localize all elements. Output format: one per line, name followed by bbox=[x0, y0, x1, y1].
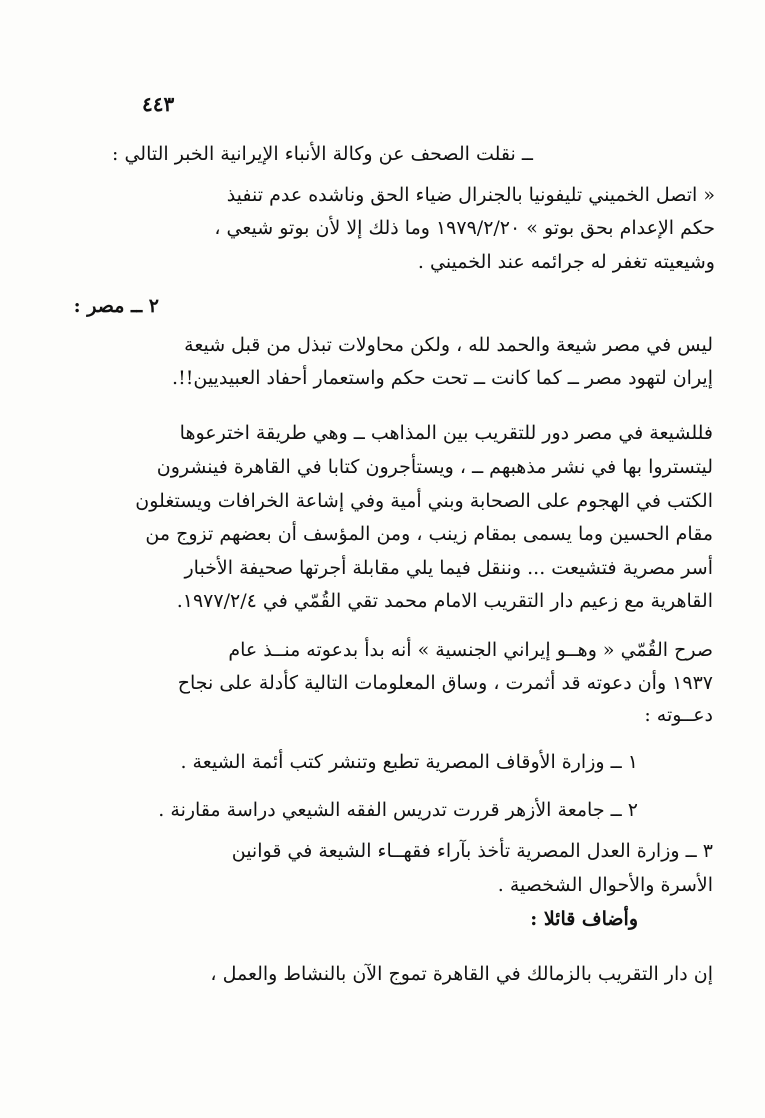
text-line: حكم الإعدام بحق بوتو » ١٩٧٩/٢/٢٠ وما ذلك إلا لأن بوتو شيعي ، bbox=[214, 217, 715, 239]
text-line: وشيعيته تغفر له جرائمه عند الخميني . bbox=[417, 251, 715, 273]
text-line: صرح القُمّي « وهــو إيراني الجنسية » أنه بدأ بدعوته منــذ عام bbox=[228, 639, 713, 661]
text-line: ١٩٣٧ وأن دعوته قد أثمرت ، وساق المعلومات التالية كأدلة على نجاح bbox=[177, 672, 713, 694]
text-line: أسر مصرية فتشيعت ... وننقل فيما يلي مقابلة أجرتها صحيفة الأخبار bbox=[184, 557, 713, 579]
text-line: مقام الحسين وما يسمى بمقام زينب ، ومن المؤسف أن بعضهم تزوج من bbox=[145, 523, 713, 545]
text-line: الأسرة والأحوال الشخصية . bbox=[497, 874, 713, 896]
text-line: ــ نقلت الصحف عن وكالة الأنباء الإيرانية الخبر التالي : bbox=[112, 143, 533, 165]
text-line: ليس في مصر شيعة والحمد لله ، ولكن محاولات تبذل من قبل شيعة bbox=[184, 334, 713, 356]
list-item: ٣ ــ وزارة العدل المصرية تأخذ بآراء فقهــاء الشيعة في قوانين bbox=[231, 840, 713, 862]
list-item: ٢ ــ جامعة الأزهر قررت تدريس الفقه الشيعي دراسة مقارنة . bbox=[158, 799, 638, 821]
text-line: ليتستروا بها في نشر مذهبهم ــ ، ويستأجرون كتابا في القاهرة فينشرون bbox=[156, 456, 713, 478]
list-item: ١ ــ وزارة الأوقاف المصرية تطبع وتنشر كتب أئمة الشيعة . bbox=[180, 751, 638, 773]
text-line: إيران لتهود مصر ــ كما كانت ــ تحت حكم واستعمار أحفاد العبيديين!!. bbox=[172, 367, 713, 389]
page-number: ٤٤٣ bbox=[142, 92, 175, 116]
text-line: القاهرية مع زعيم دار التقريب الامام محمد تقي القُمّي في ١٩٧٧/٢/٤. bbox=[176, 590, 713, 612]
text-line: إن دار التقريب بالزمالك في القاهرة تموج الآن بالنشاط والعمل ، bbox=[210, 963, 713, 985]
text-line: « اتصل الخميني تليفونيا بالجنرال ضياء الحق وناشده عدم تنفيذ bbox=[226, 184, 715, 206]
text-line: فللشيعة في مصر دور للتقريب بين المذاهب ــ وهي طريقة اخترعوها bbox=[179, 422, 713, 444]
text-line: دعــوته : bbox=[644, 704, 713, 726]
text-line: الكتب في الهجوم على الصحابة وبني أمية وفي إشاعة الخرافات ويستغلون bbox=[135, 490, 713, 512]
text-line: وأضاف قائلا : bbox=[530, 908, 638, 930]
section-heading: ٢ ــ مصر : bbox=[73, 295, 159, 317]
